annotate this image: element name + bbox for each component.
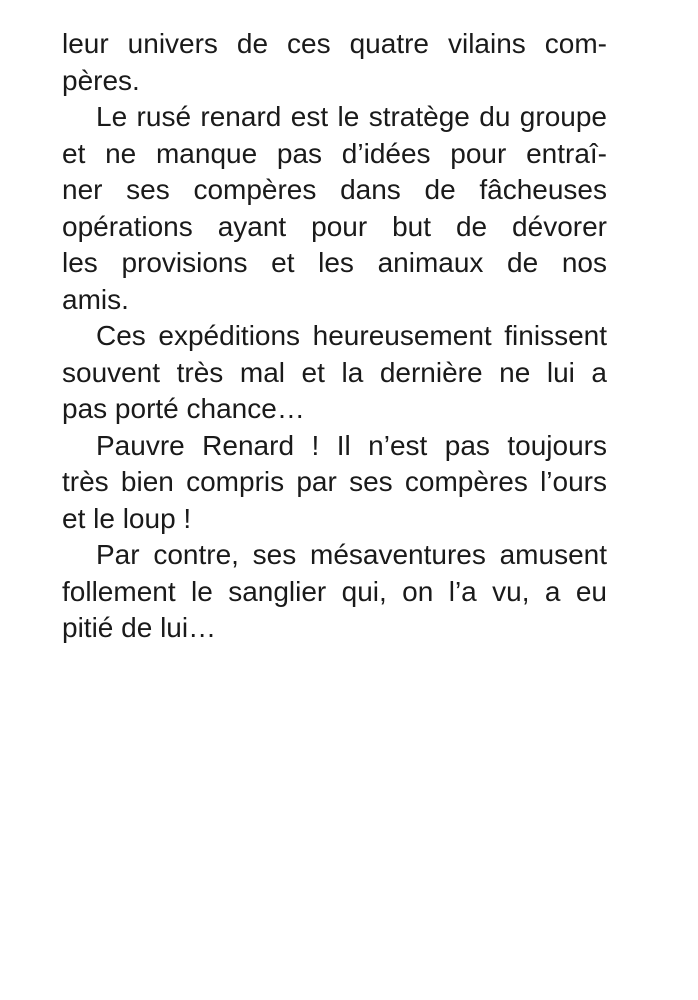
text-line: Par contre, ses mésaventures amusent — [96, 539, 607, 570]
text-line: leur univers de ces quatre vilains com- — [62, 28, 607, 59]
text-line: pitié de lui… — [62, 612, 217, 643]
text-line: et ne manque pas d’idées pour entraî- — [62, 137, 607, 169]
text-line: Ces expéditions heureusement finissent — [96, 320, 607, 351]
text-line: follement le sanglier qui, on l’a vu, a eu — [62, 575, 607, 607]
text-line: Le rusé renard est le stratège du groupe — [96, 101, 607, 132]
text-line: pères. — [62, 64, 140, 96]
text-line: et le loup ! — [62, 502, 192, 534]
text-line: pas porté chance… — [62, 393, 305, 424]
text-line: très bien compris par ses compères l’ours — [62, 466, 607, 497]
page-body-text — [62, 26, 607, 647]
text-line: opérations ayant pour but de dévorer — [62, 210, 607, 242]
text-line: amis. — [62, 283, 129, 315]
text-line: ner ses compères dans de fâcheuses — [62, 174, 607, 205]
text-line: les provisions et les animaux de nos — [62, 247, 607, 278]
text-line: Pauvre Renard ! Il n’est pas toujours — [96, 429, 607, 461]
text-line: souvent très mal et la dernière ne lui a — [62, 356, 607, 388]
